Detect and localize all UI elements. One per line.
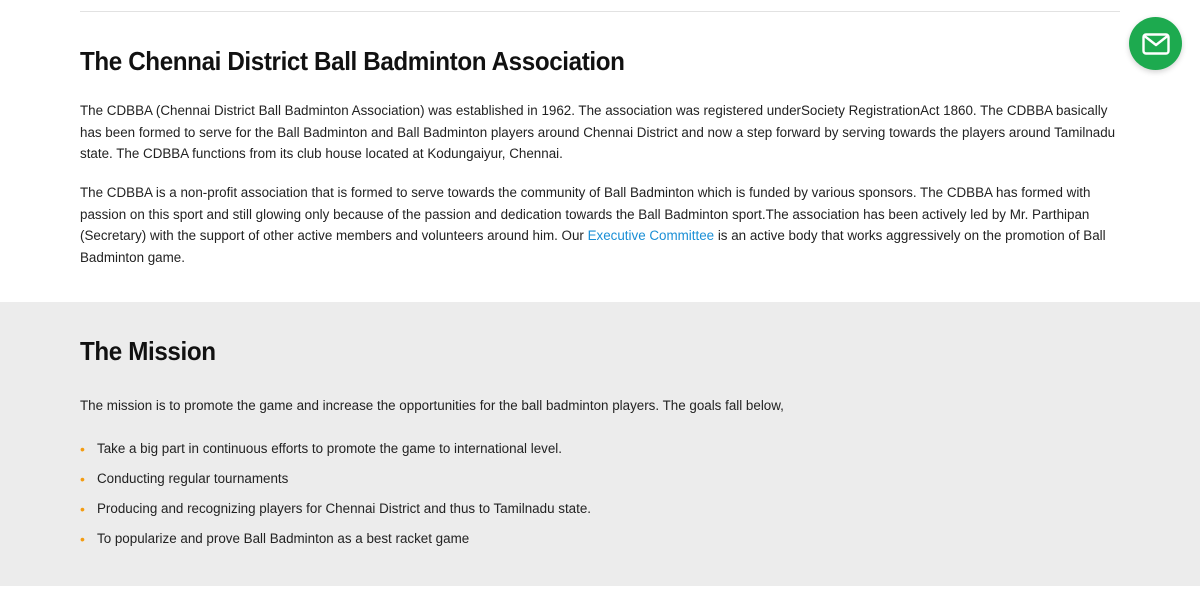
bullet-icon: • — [80, 531, 85, 547]
about-paragraph-2 — [80, 182, 1120, 268]
about-paragraph-2-end: is an active body that works aggressively on the promotion of Ball Badminton game. — [80, 228, 1106, 265]
mission-intro: The mission is to promote the game and increase the opportunities for the ball badminton players. The goals fall below, — [80, 398, 784, 413]
contact-mail-button[interactable] — [1129, 17, 1182, 70]
list-item — [80, 499, 591, 529]
goal-text: Conducting regular tournaments — [97, 471, 289, 486]
list-item — [80, 469, 591, 499]
mission-goals-list — [80, 439, 591, 559]
about-paragraph-1: The CDBBA (Chennai District Ball Badminton Association) was established in 1962. The association was registered underSociety RegistrationAct 1860. The CDBBA basically has been formed to serve for the Ball Badminton and Ball Badminton players around Chennai District and now a step forward by serving towards the players around Tamilnadu state. The CDBBA functions from its club house located at Kodungaiyur, Chennai. — [80, 103, 1116, 161]
about-section — [0, 12, 1200, 302]
goal-text: To popularize and prove Ball Badminton as a best racket game — [97, 531, 470, 546]
bullet-icon: • — [80, 501, 85, 517]
goal-text: Producing and recognizing players for Chennai District and thus to Tamilnadu state. — [97, 501, 591, 516]
mission-section — [0, 302, 1200, 586]
list-item — [80, 439, 591, 469]
about-paragraph-2-start: The CDBBA is a non-profit association that is formed to serve towards the community of Ball Badminton which is funded by various sponsors. The CDBBA has formed with passion on this sport and still glowing only because of the passion and dedication towards the Ball Badminton sport.The association has been actively led by Mr. Parthipan (Secretary) with the support of other active members and volunteers around him. Our — [80, 185, 1091, 243]
list-item — [80, 529, 591, 559]
mission-title: The Mission — [80, 336, 216, 366]
bullet-icon: • — [80, 441, 85, 457]
executive-committee-link[interactable]: Executive Committee — [587, 228, 715, 243]
goal-text: Take a big part in continuous efforts to promote the game to international level. — [97, 441, 562, 456]
about-title: The Chennai District Ball Badminton Association — [80, 46, 625, 76]
bullet-icon: • — [80, 471, 85, 487]
mail-icon — [1142, 33, 1170, 55]
